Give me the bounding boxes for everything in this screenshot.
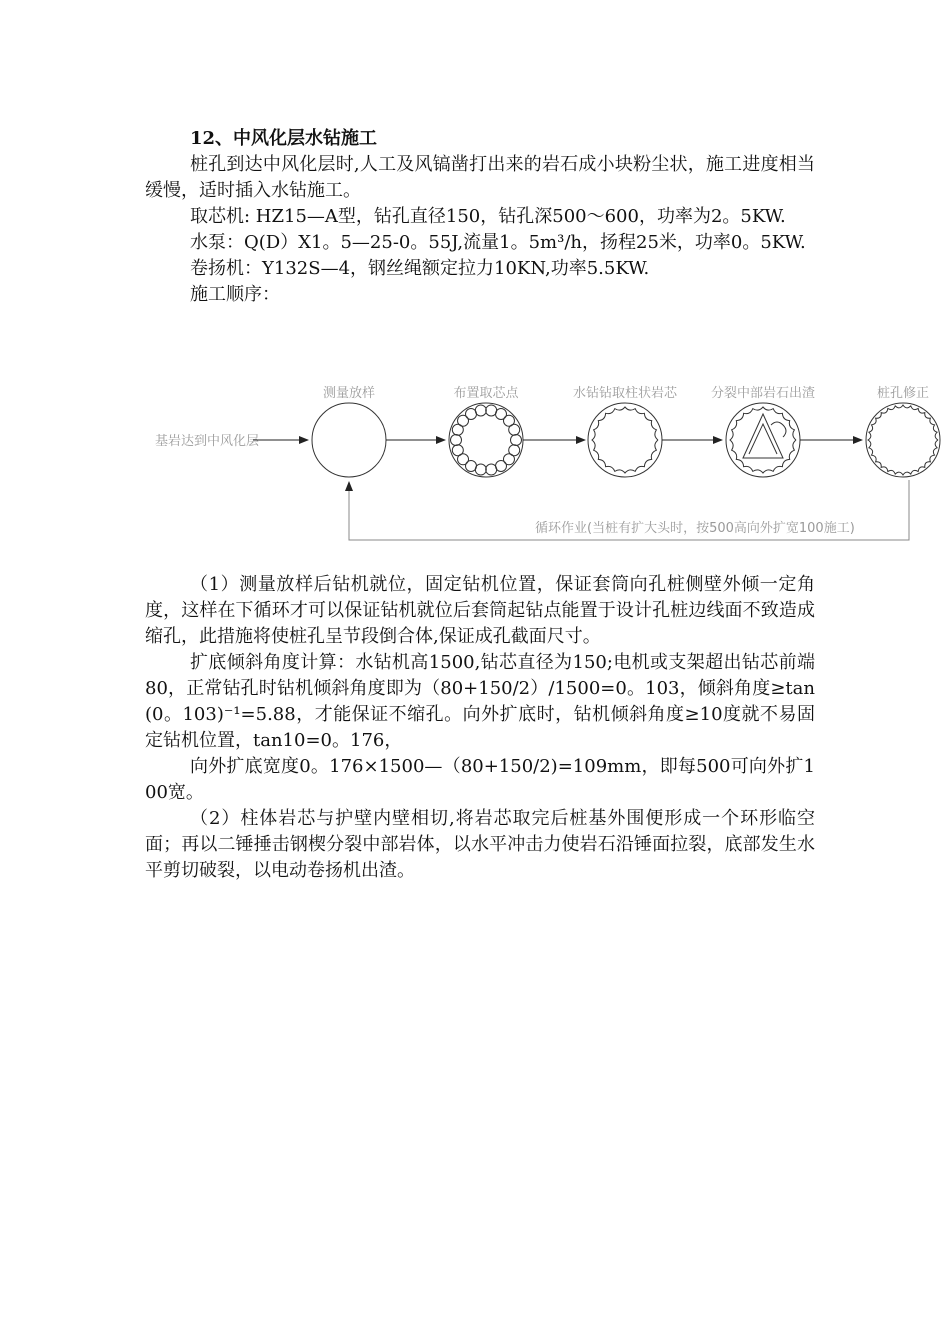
sequence-diagram-svg xyxy=(145,370,945,550)
paragraph-core-drill: 取芯机: HZ15—A型，钻孔直径150，钻孔深500～600，功率为2。5KW. xyxy=(190,206,786,227)
upper-text-block xyxy=(145,126,815,308)
step-circle-3 xyxy=(588,403,662,477)
step-label-5: 桩孔修正 xyxy=(876,386,930,401)
paragraph-winch: 卷扬机：Y132S—4，钢丝绳额定拉力10KN,功率5.5KW. xyxy=(190,258,650,279)
step-circle-2 xyxy=(449,403,523,477)
paragraph-angle-calc: 扩底倾斜角度计算：水钻机高1500,钻芯直径为150;电机或支架超出钻芯前端80，正常钻孔时钻机倾斜角度即为（80+150/2）/1500=0。103，倾斜角度≥tan(0。103)⁻¹=5.88，才能保证不缩孔。向外扩底时，钻机倾斜角度≥10度就不易固定钻机位置，tan10=0。176， xyxy=(145,652,815,751)
step-circle-4 xyxy=(726,403,800,477)
paragraph-intro: 桩孔到达中风化层时,人工及风镐凿打出来的岩石成小块粉尘状，施工进度相当缓慢，适时插入水钻施工。 xyxy=(145,154,815,201)
paragraph-step-1: （1）测量放样后钻机就位，固定钻机位置，保证套筒向孔桩侧壁外倾一定角度，这样在下循环才可以保证钻机就位后套筒起钻点能置于设计孔桩边线面不致造成缩孔，此措施将使桩孔呈节段倒合体,保证成孔截面尺寸。 xyxy=(145,574,815,647)
step-label-3: 水钻钻取柱状岩芯 xyxy=(572,386,678,401)
step-label-4: 分裂中部岩石出渣 xyxy=(710,386,816,401)
paragraph-sequence-heading: 施工顺序： xyxy=(190,284,280,305)
step-label-1: 测量放样 xyxy=(322,386,376,401)
lower-text-block xyxy=(145,572,815,884)
paragraph-expand-width: 向外扩底宽度0。176×1500—（80+150/2)=109mm，即每500可向外扩100宽。 xyxy=(145,756,815,803)
paragraph-step-2: （2）柱体岩芯与护壁内壁相切,将岩芯取完后桩基外围便形成一个环形临空面；再以二锤捶击钢楔分裂中部岩体，以水平冲击力使岩石沿锤面拉裂，底部发生水平剪切破裂，以电动卷扬机出渣。 xyxy=(145,808,815,881)
section-title: 12、中风化层水钻施工 xyxy=(190,128,378,149)
paragraph-water-pump: 水泵：Q(D）X1。5—25-0。55J,流量1。5m³/h，扬程25米，功率0。5KW. xyxy=(190,232,806,253)
step-label-2: 布置取芯点 xyxy=(453,386,519,401)
construction-sequence-diagram xyxy=(145,370,945,550)
loop-label: 循环作业(当桩有扩大头时，按500高向外扩宽100施工) xyxy=(535,521,855,536)
step-circle-1 xyxy=(312,403,386,477)
start-label: 基岩达到中风化层 xyxy=(155,434,260,449)
step-circle-5 xyxy=(866,403,940,477)
